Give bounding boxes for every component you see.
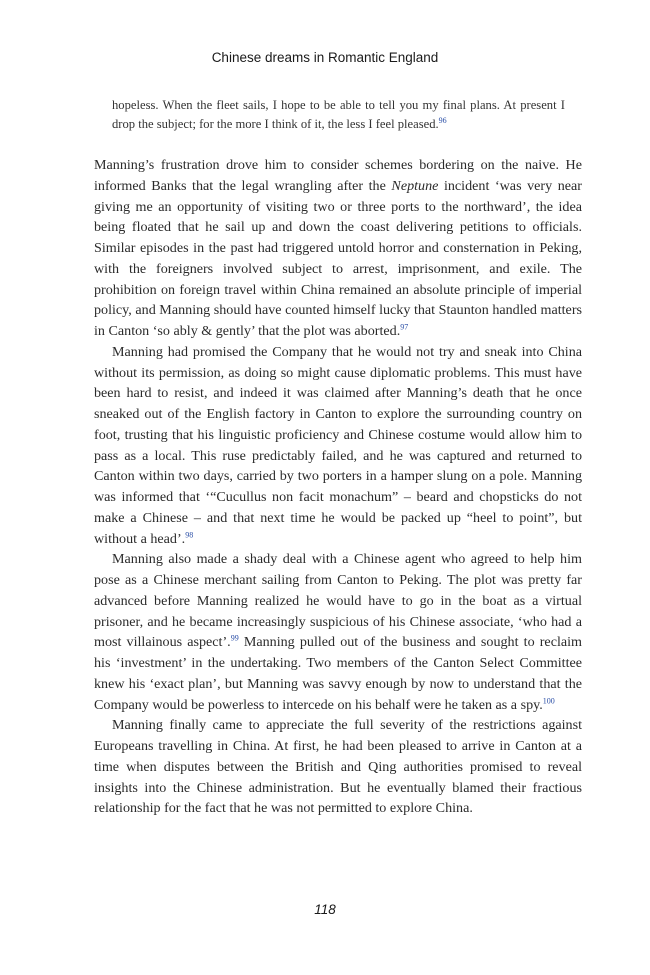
- paragraph-text: Manning pulled out of the business and sought to reclaim his ‘investment’ in the undertaking. Two members of the Canton Select Committee knew his ‘exact plan’, but Manning was savvy enough by now to understand that the Company would be powerless to intercede on his behalf were he taken as a spy.: [94, 634, 582, 713]
- footnote-ref[interactable]: 97: [400, 322, 409, 332]
- paragraph: [94, 715, 582, 819]
- paragraph-text: Manning’s frustration drove him to consider schemes bordering on the naive. He informed Banks that the legal wrangling after the: [94, 157, 582, 194]
- paragraph: [94, 155, 582, 342]
- paragraph-text: Manning also made a shady deal with a Chinese agent who agreed to help him pose as a Chinese merchant sailing from Canton to Peking. The plot was pretty far advanced before Manning realized he would have to go in the boat as a virtual prisoner, and he became increasingly suspicious of his Chinese associate, ‘who had a most villainous aspect’.: [94, 551, 582, 651]
- running-header: Chinese dreams in Romantic England: [211, 50, 439, 65]
- body-text: [94, 155, 582, 819]
- block-quote-text: hopeless. When the fleet sails, I hope to be able to tell you my final plans. At present I drop the subject; for the more I think of it, the less I feel pleased.: [112, 98, 565, 131]
- paragraph-text: Manning had promised the Company that he would not try and sneak into China without its permission, as doing so might cause diplomatic problems. This must have been hard to resist, and indeed it was claimed after Manning’s death that he once sneaked out of the English factory in Canton to explore the surrounding country on foot, trusting that his linguistic proficiency and Chinese costume would allow him to pass as a local. This ruse predictably failed, and he was captured and returned to Canton within two days, carried by two porters in a hamper slung on a pole. Manning was informed that ‘“Cucullus non facit monachum” – beard and chopsticks do not make a Chinese – and that next time he would be packed up “heel to point”, but without a head’.: [94, 343, 582, 547]
- ship-name: Neptune: [391, 177, 439, 194]
- block-quote: [112, 96, 565, 133]
- footnote-ref[interactable]: 96: [438, 115, 447, 125]
- paragraph: [94, 549, 582, 715]
- footnote-ref[interactable]: 100: [542, 695, 555, 705]
- paragraph: [94, 342, 582, 550]
- footnote-ref[interactable]: 98: [185, 529, 194, 539]
- paragraph-text: incident ‘was very near giving me an opportunity of visiting two or three ports to the northward’, the idea being floated that he sail up and down the coast delivering petitions to officials. Similar episodes in the past had triggered untold horror and consternation in Peking, with the foreigners involved subject to arrest, imprisonment, and exile. The prohibition on foreign travel within China remained an absolute principle of imperial policy, and Manning should have counted himself lucky that Staunton handled matters in Canton ‘so ably & gently’ that the plot was aborted.: [94, 177, 582, 339]
- page-number: 118: [314, 902, 336, 917]
- paragraph-text: Manning finally came to appreciate the full severity of the restrictions against Europeans travelling in China. At first, he had been pleased to arrive in Canton at a time when disputes between the British and Qing authorities promised to reveal insights into the Chinese administration. But he eventually blamed their fractious relationship for the fact that he was not permitted to explore China.: [94, 717, 582, 817]
- footnote-ref[interactable]: 99: [230, 633, 239, 643]
